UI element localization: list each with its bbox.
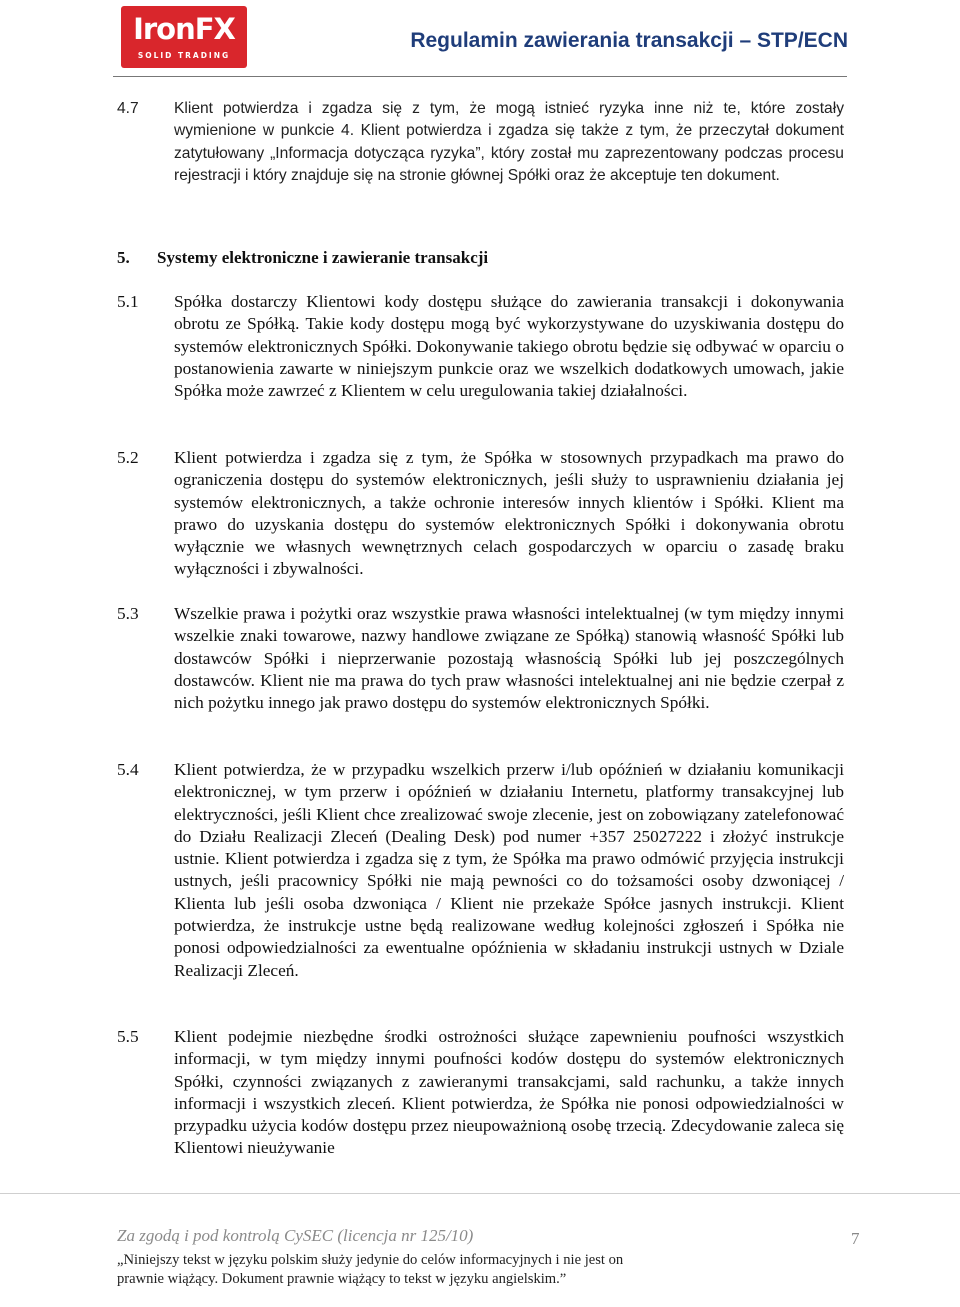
clause-number: 5.1 (117, 292, 139, 311)
section-title: Systemy elektroniczne i zawieranie transakcji (157, 248, 489, 267)
section-number: 5. (117, 248, 130, 267)
clause-number: 4.7 (117, 100, 139, 117)
clause-text: Wszelkie prawa i pożytki oraz wszystkie prawa własności intelektualnej (w tym między innymi wszelkie znaki towarowe, nazwy handlowe związane ze Spółką) stanowią własność Spółki lub dostawców Spółki i nieprzerwanie pozostają własnością Spółki lub jej poszczególnych dostawców. Klient nie ma prawa do tych praw własności intelektualnej ani nie będzie czerpał z nich pożytku innego jak prawo dostępu do systemów elektronicznych Spółki. (174, 604, 844, 713)
footer-divider (0, 1193, 960, 1194)
header-divider (113, 76, 847, 77)
clause-number: 5.3 (117, 604, 139, 623)
clause-text: Klient potwierdza i zgadza się z tym, że mogą istnieć ryzyka inne niż te, które zostały wymienione w punkcie 4. Klient potwierdza i zgadza się także z tym, że przeczytał dokument zatytułowany „Informacja dotycząca ryzyka”, który został mu zaprezentowany podczas procesu rejestracji i który znajduje się na stronie głównej Spółki oraz że akceptuje ten dokument. (174, 100, 844, 184)
ironfx-logo (121, 6, 247, 68)
logo-wordmark: IronFX (133, 12, 235, 46)
clause-5-3 (117, 603, 844, 714)
section-heading (117, 248, 488, 268)
regulator-note: Za zgodą i pod kontrolą CySEC (licencja nr 125/10) (117, 1226, 474, 1245)
page-number: 7 (851, 1229, 860, 1248)
clause-4-7 (117, 98, 844, 187)
clause-5-2 (117, 447, 844, 581)
clause-text: Spółka dostarczy Klientowi kody dostępu służące do zawierania transakcji i dokonywania obrotu ze Spółką. Takie kody dostępu mogą być wykorzystywane do uzyskiwania dostępu do systemów elektronicznych Spółki. Dokonywanie takiego obrotu będzie się odbywać w oparciu o postanowienia zawarte w niniejszym punkcie oraz we wszelkich dodatkowych umowach, jakie Spółka może zawrzeć z Klientem w celu uregulowania takiej działalności. (174, 292, 844, 401)
clause-5-4 (117, 759, 844, 982)
clause-number: 5.2 (117, 448, 139, 467)
clause-text: Klient potwierdza i zgadza się z tym, że Spółka w stosownych przypadkach ma prawo do ograniczenia dostępu do systemów elektronicznych, jeśli służy to usprawnieniu działania jej systemów elektronicznych, a także ochronie interesów innych klientów i Spółki. Klient ma prawo do uzyskania dostępu do systemów elektronicznych Spółki i dokonywania obrotu wyłącznie we własnych wewnętrznych celach gospodarczych w oparciu o zasadę braku wyłączności i zbywalności. (174, 448, 844, 579)
language-disclaimer: „Niniejszy tekst w języku polskim służy jedynie do celów informacyjnych i nie jest on prawnie wiążący. Dokument prawnie wiążący to tekst w języku angielskim.” (117, 1252, 624, 1287)
clause-text: Klient podejmie niezbędne środki ostrożności służące zapewnieniu poufności wszystkich informacji, w tym między innymi poufności kodów dostępu do systemów elektronicznych Spółki, czynności związanych z zawieranymi transakcjami, sald rachunku, a także innych informacji i wszystkich zleceń. Klient potwierdza, że Spółka nie ponosi odpowiedzialności w przypadku użycia kodów dostępu przez nieupoważnioną osobę trzecią. Zdecydowanie zaleca się Klientowi nieużywanie (174, 1027, 844, 1158)
logo-tagline: SOLID TRADING (137, 51, 231, 60)
document-title: Regulamin zawierania transakcji – STP/ECN (410, 29, 848, 52)
clause-number: 5.5 (117, 1027, 139, 1046)
clause-text: Klient potwierdza, że w przypadku wszelkich przerw i/lub opóźnień w działaniu komunikacji elektronicznej, w tym przerw i opóźnień w działaniu Internetu, platformy transakcyjnej lub elektryczności, jeśli Klient chce zrealizować swoje zlecenie, jest on zobowiązany zatelefonować do Działu Realizacji Zleceń (Dealing Desk) pod numer +357 25027222 i złożyć instrukcje ustnie. Klient potwierdza i zgadza się z tym, że Spółka ma prawo odmówić przyjęcia instrukcji ustnych, jeśli pracownicy Spółki nie mają pewności co do tożsamości osoby dzwoniącej / Klienta lub jeśli osoba dzwoniąca / Klient nie przekaże Spółce jasnych instrukcji. Klient potwierdza, że instrukcje ustne będą realizowane według kolejności zgłoszeń i Spółka nie ponosi odpowiedzialności za ewentualne opóźnienia w składaniu instrukcji ustnych w Dziale Realizacji Zleceń. (174, 760, 844, 980)
clause-5-1 (117, 291, 844, 402)
clause-5-5 (117, 1026, 844, 1160)
clause-number: 5.4 (117, 760, 139, 779)
